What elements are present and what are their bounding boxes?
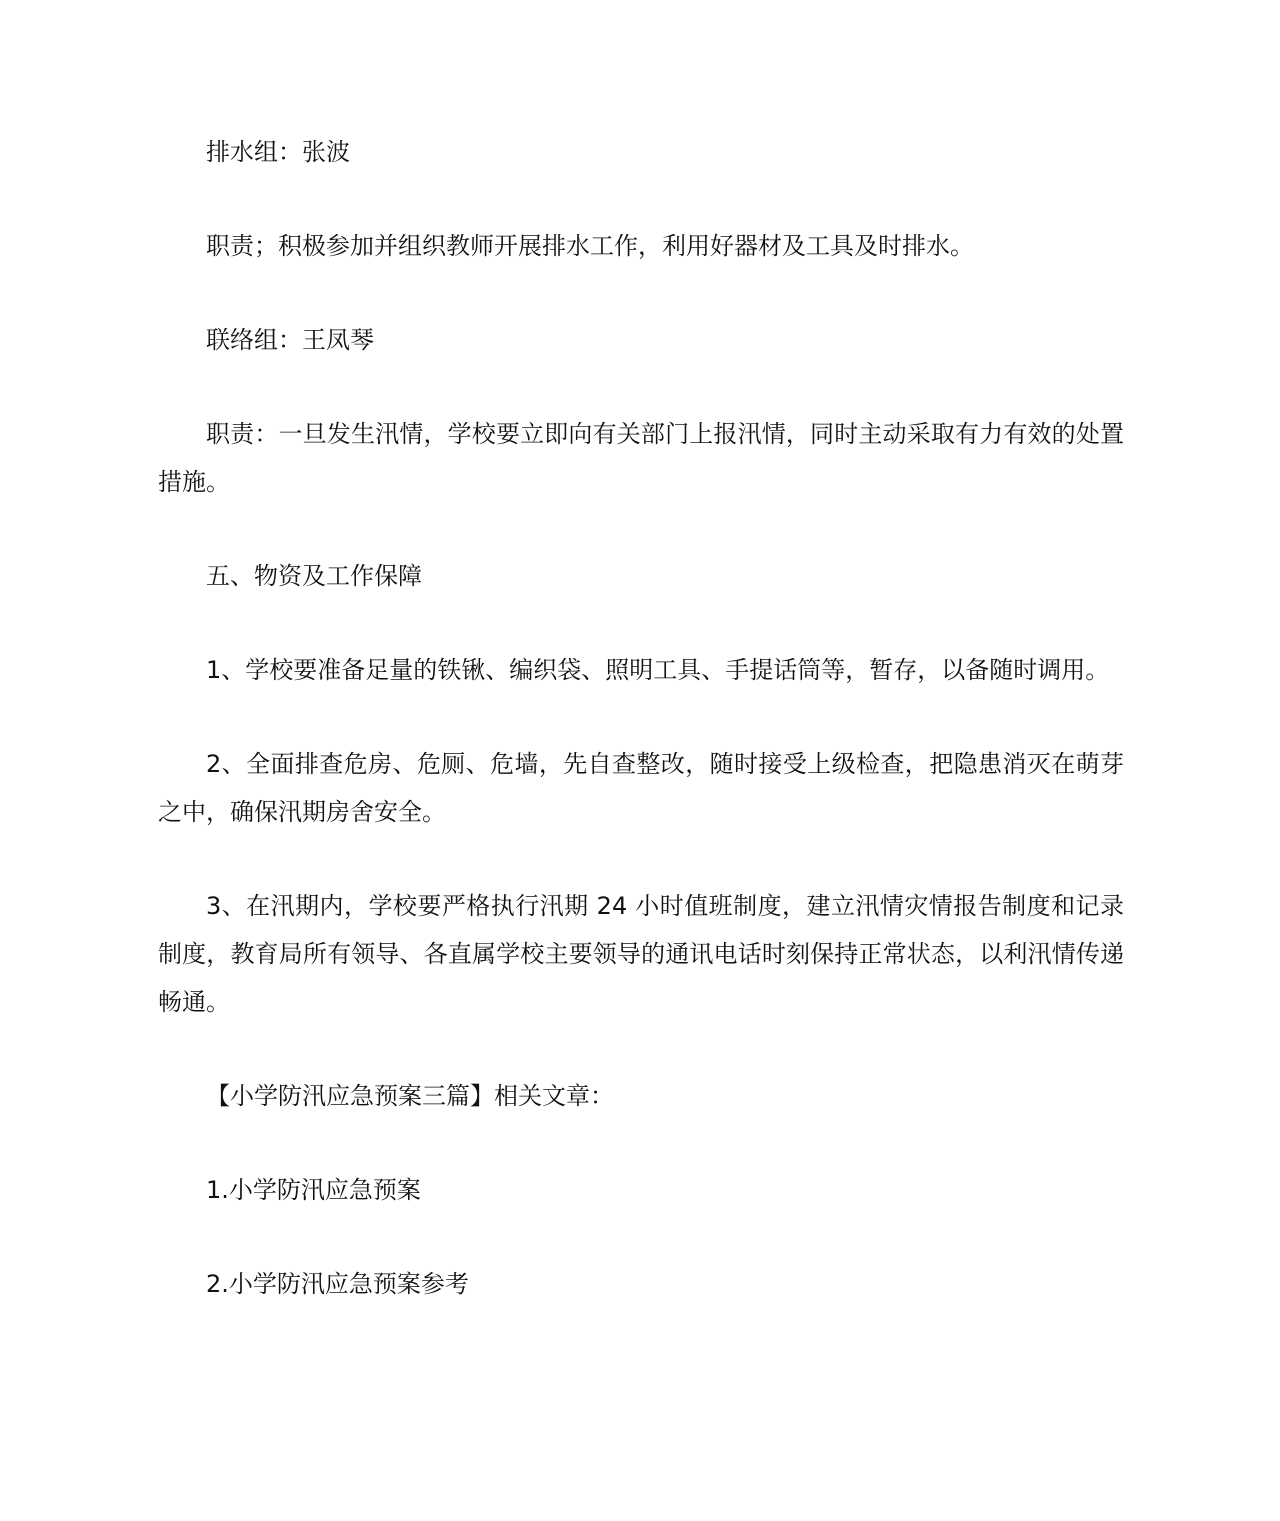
related-article-1: 1.小学防汛应急预案 (206, 1176, 421, 1204)
drainage-group-line: 排水组：张波 (206, 138, 350, 166)
section-heading-supplies: 五、物资及工作保障 (206, 562, 422, 590)
liaison-group-line: 联络组：王凤琴 (206, 326, 374, 354)
supplies-item-1: 1、学校要准备足量的铁锹、编织袋、照明工具、手提话筒等，暂存，以备随时调用。 (206, 656, 1110, 684)
supplies-item-2: 2、全面排查危房、危厕、危墙，先自查整改，随时接受上级检查，把隐患消灭在萌芽之中，确保汛期房舍安全。 (158, 750, 1124, 826)
document-body (158, 128, 1124, 1308)
drainage-duty-paragraph: 职责；积极参加并组织教师开展排水工作，利用好器材及工具及时排水。 (206, 232, 974, 260)
liaison-duty-paragraph: 职责：一旦发生汛情，学校要立即向有关部门上报汛情，同时主动采取有力有效的处置措施。 (158, 420, 1124, 496)
related-articles-heading: 【小学防汛应急预案三篇】相关文章： (206, 1082, 614, 1110)
supplies-item-3: 3、在汛期内，学校要严格执行汛期 24 小时值班制度，建立汛情灾情报告制度和记录制度，教育局所有领导、各直属学校主要领导的通讯电话时刻保持正常状态，以利汛情传递畅通。 (158, 892, 1124, 1016)
related-article-2: 2.小学防汛应急预案参考 (206, 1270, 469, 1298)
